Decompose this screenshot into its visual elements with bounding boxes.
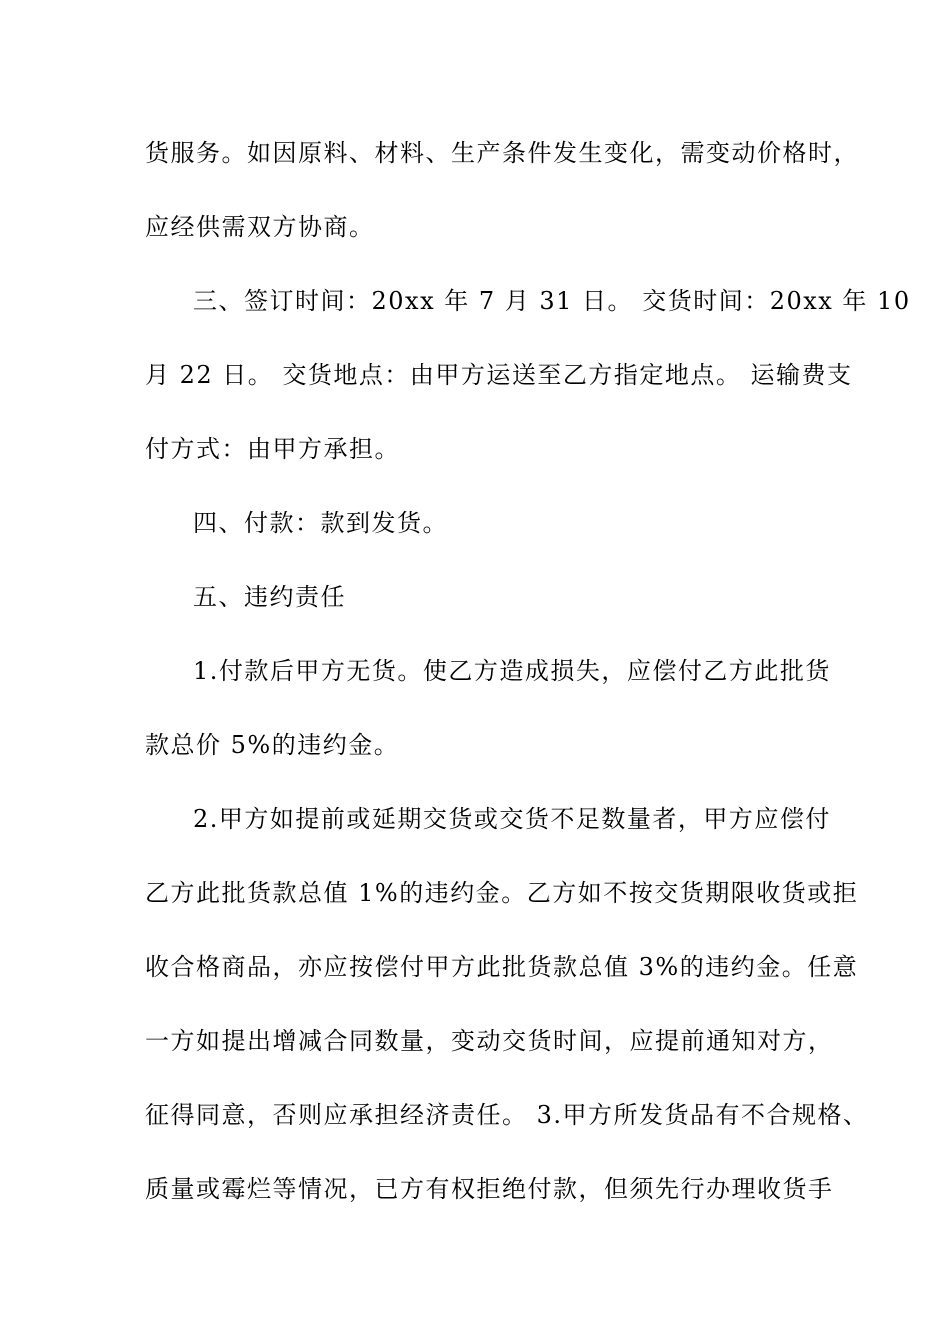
paragraph-line: 1.付款后甲方无货。使乙方造成损失，应偿付乙方此批货 — [193, 657, 831, 685]
paragraph-line: 一方如提出增减合同数量，变动交货时间，应提前通知对方， — [145, 1027, 834, 1055]
paragraph-line: 2.甲方如提前或延期交货或交货不足数量者，甲方应偿付 — [193, 805, 831, 833]
paragraph-line: 乙方此批货款总值 1%的违约金。乙方如不按交货期限收货或拒 — [145, 879, 859, 907]
paragraph-line: 四、付款：款到发货。 — [193, 509, 448, 537]
paragraph-line: 付方式：由甲方承担。 — [145, 435, 400, 463]
paragraph-line: 质量或霉烂等情况，已方有权拒绝付款，但须先行办理收货手 — [145, 1175, 834, 1203]
paragraph-line: 三、签订时间：20xx 年 7 月 31 日。 交货时间：20xx 年 10 — [193, 287, 911, 315]
paragraph-line: 货服务。如因原料、材料、生产条件发生变化，需变动价格时， — [145, 139, 859, 167]
paragraph-line: 应经供需双方协商。 — [145, 213, 375, 241]
paragraph-line: 款总价 5%的违约金。 — [145, 731, 400, 759]
paragraph-line: 月 22 日。 交货地点：由甲方运送至乙方指定地点。 运输费支 — [145, 361, 853, 389]
paragraph-line: 收合格商品，亦应按偿付甲方此批货款总值 3%的违约金。任意 — [145, 953, 859, 981]
paragraph-line: 征得同意，否则应承担经济责任。 3.甲方所发货品有不合规格、 — [145, 1101, 869, 1129]
section-heading: 五、违约责任 — [193, 583, 346, 611]
